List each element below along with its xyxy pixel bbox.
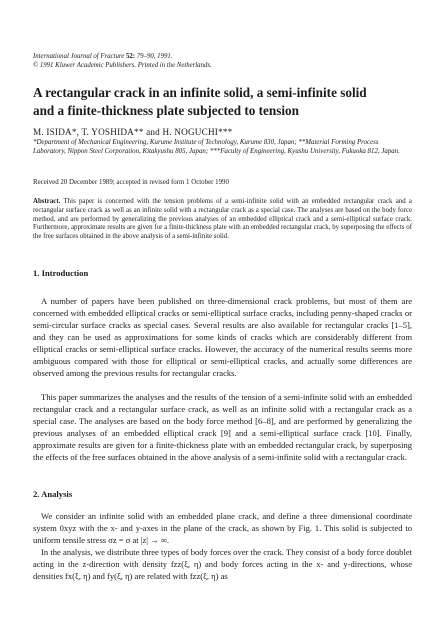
intro-paragraph-2 bbox=[33, 391, 412, 463]
section-heading-analysis: 2. Analysis bbox=[33, 489, 73, 499]
title-line-1: A rectangular crack in an infinite solid, a semi-infinite solid bbox=[33, 85, 367, 100]
journal-pages-year: 79–90, 1991. bbox=[135, 53, 173, 60]
analysis-paragraph-1 bbox=[33, 510, 412, 546]
copyright-line: © 1991 Kluwer Academic Publishers. Printed in the Netherlands. bbox=[33, 61, 212, 69]
journal-volume: 52: bbox=[126, 53, 136, 60]
journal-line-1 bbox=[33, 53, 412, 62]
affiliations: *Department of Mechanical Engineering, Kurume Institute of Technology, Kurume 830, Japan; **Material Forming Process Laboratory, Nippon Steel Corporation, Kitakyushu 805, Japan; ***Faculty of Engineering, Kyushu University, Fukuoka 812, Japan. bbox=[33, 139, 400, 155]
section-heading-introduction: 1. Introduction bbox=[33, 268, 89, 278]
journal-citation bbox=[33, 53, 412, 70]
analysis-paragraph-2 bbox=[33, 546, 412, 582]
analysis-paragraph-2-text: In the analysis, we distribute three types of body forces over the crack. They consist of a body force doublet acting in the z-direction with density fzz(ξ, η) and body forces acting in the x- and y-directions, whose densities fx(ξ, η) and fy(ξ, η) are related with fzz(ξ, η) as bbox=[33, 547, 412, 581]
abstract bbox=[33, 198, 412, 242]
intro-paragraph-2-text: This paper summarizes the analyses and the results of the tension of a semi-infinite solid with an embedded rectangular crack and a rectangular surface crack, as well as an infinite solid with a rectangular crack as a special case. The analyses are based on the body force method [6–8], and are performed by generalizing the previous analyses of an embedded elliptical crack [9] and a semi-elliptical surface crack [10]. Finally, approximate results are given for a finite-thickness plate with an embedded rectangular crack, by superposing the effects of the free surfaces obtained in the above analysis of a semi-infinite solid with a rectangular crack. bbox=[33, 392, 412, 462]
received-dates: Received 20 December 1989; accepted in revised form 1 October 1990 bbox=[33, 179, 229, 186]
journal-name: International Journal of Fracture bbox=[33, 53, 127, 60]
abstract-text: This paper is concerned with the tension problems of a semi-infinite solid with an embedded rectangular crack and a rectangular surface crack as well as an infinite solid with a rectangular crack as a special case. The analyses are based on the body force method, and are performed by generalizing the previous analyses of an embedded elliptical crack and a semi-elliptical surface crack. Furthermore, approximate results are given for a finite-thickness plate with an embedded rectangular crack, by superposing the effects of the free surfaces obtained in the above analysis of a semi-infinite solid. bbox=[33, 198, 412, 241]
abstract-label: Abstract. bbox=[33, 198, 61, 205]
title-line-2: and a finite-thickness plate subjected to tension bbox=[33, 103, 299, 118]
intro-paragraph-1 bbox=[33, 295, 412, 379]
paper-title bbox=[33, 84, 412, 120]
author-list: M. ISIDA*, T. YOSHIDA** and H. NOGUCHI*** bbox=[33, 127, 233, 137]
analysis-paragraph-1-text: We consider an infinite solid with an embedded plane crack, and define a three dimensional coordinate system 0xyz with the x- and y-axes in the plane of the crack, as shown by Fig. 1. This solid is subjected to uniform tensile stress σz = σ at |z| → ∞. bbox=[33, 511, 412, 545]
intro-paragraph-1-text: A number of papers have been published on three-dimensional crack problems, but most of them are concerned with embedded elliptical cracks or semi-elliptical surface cracks, including penny-shaped cracks or semi-circular surface cracks as special cases. Several results are also available for rectangular cracks [1–5], and they can be used as approximations for some kinds of cracks which are considerably different from elliptical cracks or semi-elliptical surface cracks. However, the accuracy of the numerical results seems more ambiguous compared with those for elliptical or semi-elliptical cracks, and actually some differences are observed among the previous results for rectangular cracks. bbox=[33, 296, 412, 378]
